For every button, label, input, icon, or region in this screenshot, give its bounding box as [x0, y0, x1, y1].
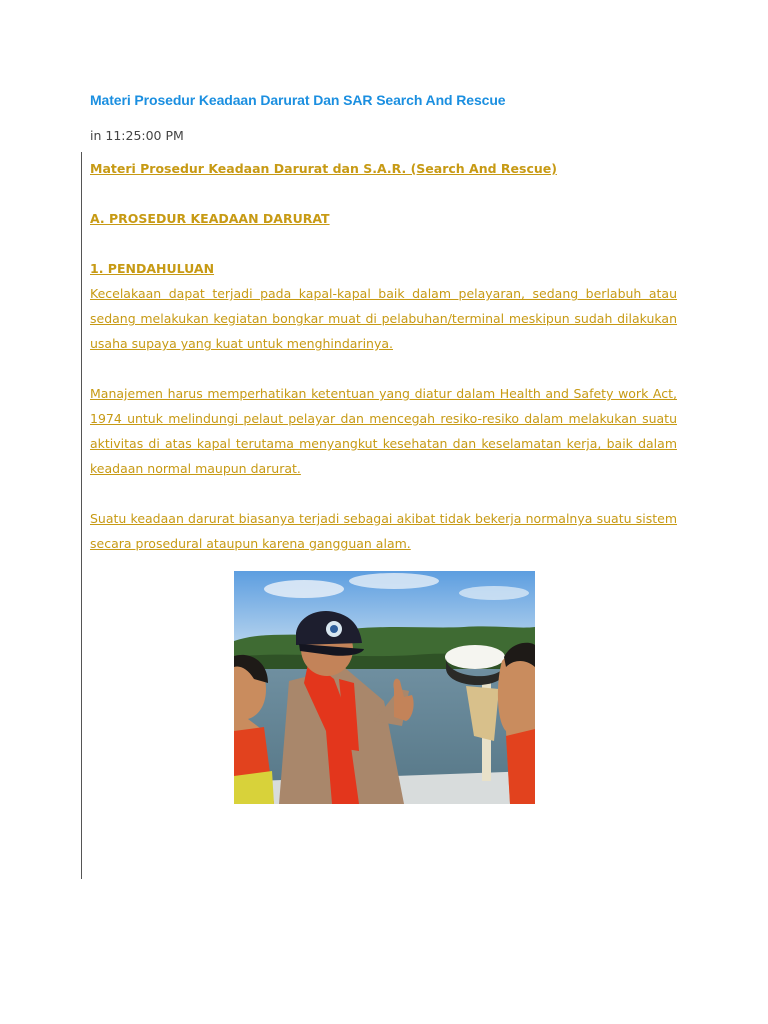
article-subtitle: Materi Prosedur Keadaan Darurat dan S.A.R. (Search And Rescue) — [90, 161, 557, 176]
life-vest-right — [506, 729, 535, 804]
cloud — [459, 586, 529, 600]
subsection-heading: 1. PENDAHULUAN — [90, 261, 215, 276]
cloud — [349, 573, 439, 589]
cloud — [264, 580, 344, 598]
lifebuoy-top — [445, 645, 505, 669]
paragraph-2: Manajemen harus memperhatikan ketentuan yang diatur dalam Health and Safety work Act, 1974 untuk melindungi pelaut pelayar dan mencegah resiko-resiko dalam melakukan suatu aktivitas di atas kapal terutama menyangkut kesehatan dan keselamatan kerja, baik dalam keadaan normal maupun darurat. — [90, 386, 677, 476]
post-title[interactable]: Materi Prosedur Keadaan Darurat Dan SAR Search And Rescue — [90, 92, 506, 108]
paragraph-1: Kecelakaan dapat terjadi pada kapal-kapal baik dalam pelayaran, sedang berlabuh atau sedang melakukan kegiatan bongkar muat di pelabuhan/terminal meskipun sudah dilakukan usaha supaya yang kuat untuk menghindarinya. — [90, 286, 677, 351]
rescue-photo — [234, 571, 535, 804]
post-content — [90, 156, 677, 556]
cap-badge-center — [330, 625, 338, 633]
content-divider — [81, 152, 82, 879]
paragraph-3: Suatu keadaan darurat biasanya terjadi sebagai akibat tidak bekerja normalnya suatu sistem secara prosedural ataupun karena gangguan alam. — [90, 511, 677, 551]
life-vest-left-yellow — [234, 771, 274, 804]
post-timestamp: in 11:25:00 PM — [90, 128, 184, 143]
section-heading: A. PROSEDUR KEADAAN DARURAT — [90, 211, 330, 226]
